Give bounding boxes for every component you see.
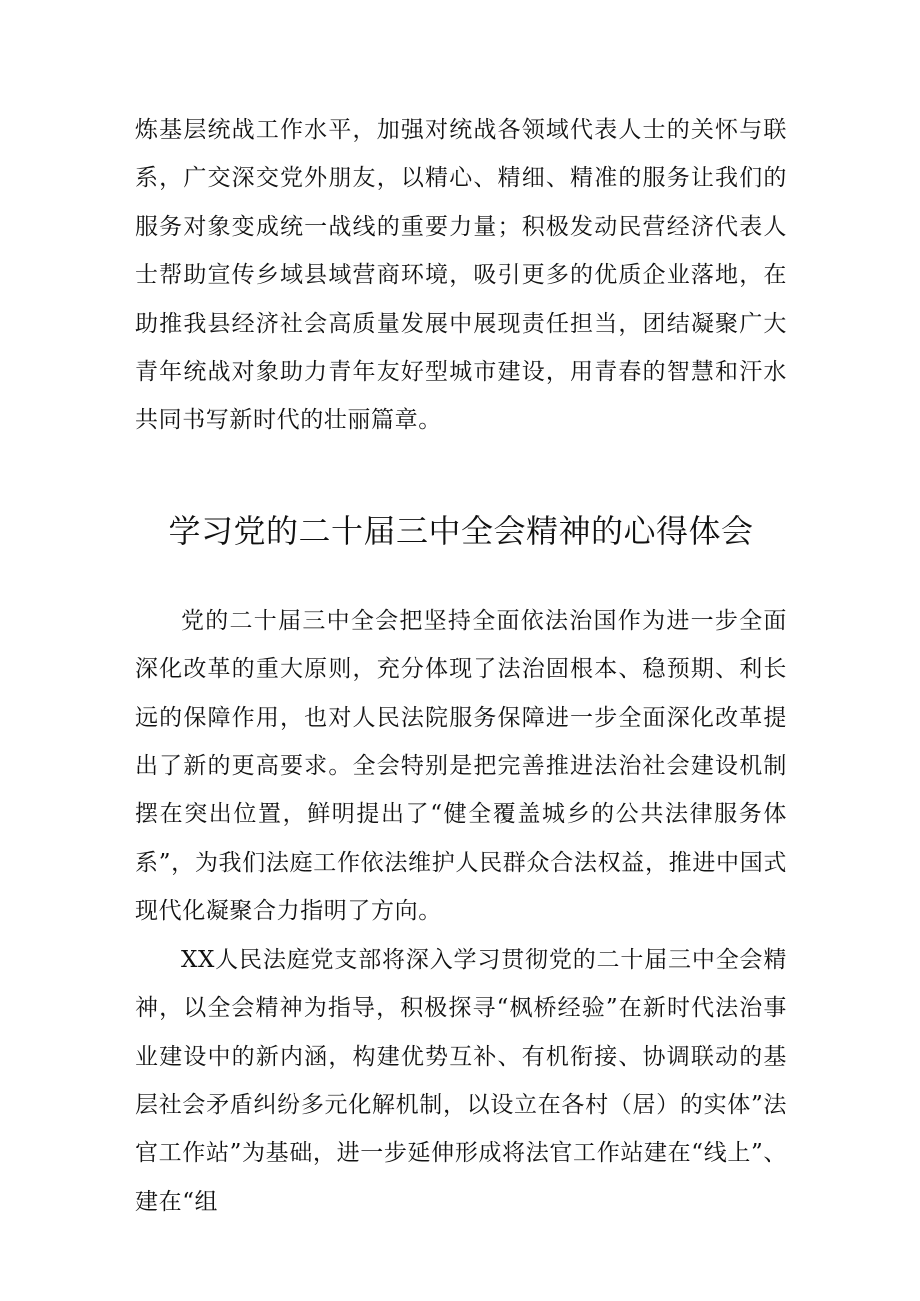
body-paragraph-1: 党的二十届三中全会把坚持全面依法治国作为进一步全面深化改革的重大原则，充分体现了法治固根本、稳预期、利长远的保障作用，也对人民法院服务保障进一步全面深化改革提出了新的更高要求。全会特别是把完善推进法治社会建设机制摆在突出位置，鲜明提出了“健全覆盖城乡的公共法律服务体系”，为我们法庭工作依法维护人民群众合法权益，推进中国式现代化凝聚合力指明了方向。 bbox=[135, 607, 787, 925]
continuation-paragraph: 炼基层统战工作水平，加强对统战各领域代表人士的关怀与联系，广交深交党外朋友，以精心、精细、精准的服务让我们的服务对象变成统一战线的重要力量；积极发动民营经济代表人士帮助宣传乡域县域营商环境，吸引更多的优质企业落地，在助推我县经济社会高质量发展中展现责任担当，团结凝聚广大青年统战对象助力青年友好型城市建设，用青春的智慧和汗水共同书写新时代的壮丽篇章。 bbox=[135, 117, 787, 434]
document-title: 学习党的二十届三中全会精神的心得体会 bbox=[168, 511, 754, 550]
body-paragraph-2: XX人民法庭党支部将深入学习贯彻党的二十届三中全会精神，以全会精神为指导，积极探寻“枫桥经验”在新时代法治事业建设中的新内涵，构建优势互补、有机衔接、协调联动的基层社会矛盾纠纷多元化解机制，以设立在各村（居）的实体”法官工作站”为基础，进一步延伸形成将法官工作站建在“线上”、建在“组 bbox=[135, 946, 787, 1215]
document-body bbox=[135, 106, 787, 1226]
